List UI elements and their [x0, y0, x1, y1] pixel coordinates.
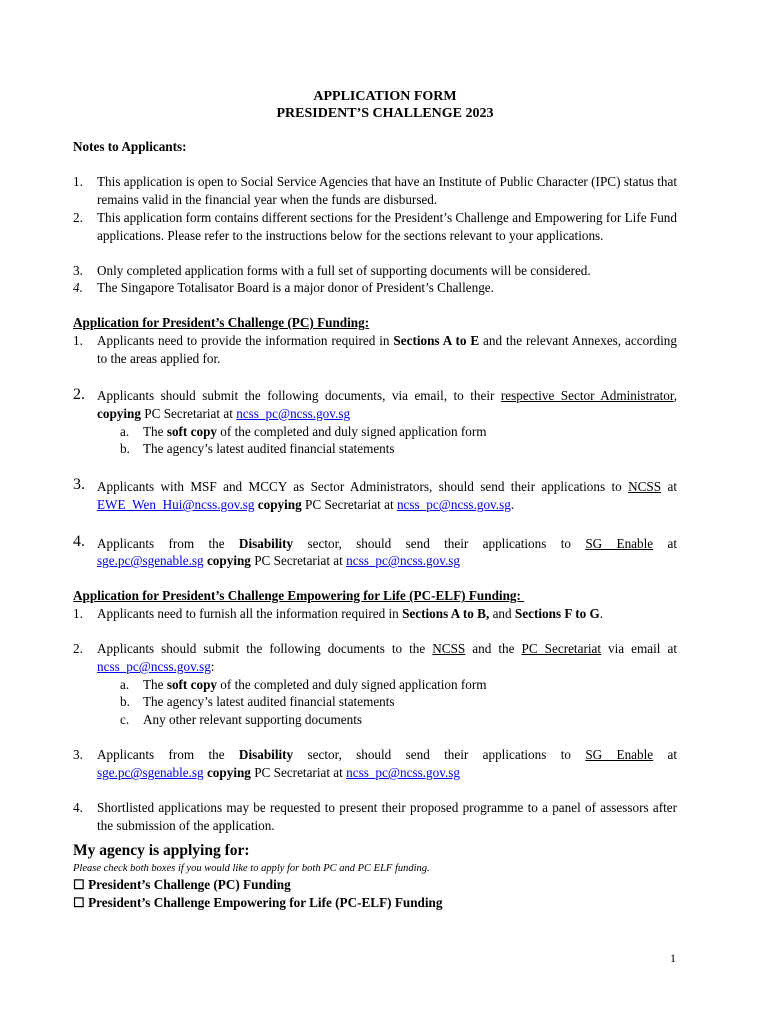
pc-secretariat-email-link[interactable]: ncss_pc@ncss.gov.sg [236, 405, 351, 421]
pc-item-2-number: 2. [73, 386, 85, 403]
pc-item-1-text: Applicants need to provide the information required in Sections A to E and the relevant Annexes, according to the areas applied for. [97, 333, 677, 366]
notes-item-2-number: 2. [73, 210, 83, 225]
notes-item-4-number: 4. [73, 280, 83, 295]
pc-item-3-number: 3. [73, 476, 85, 493]
elf-item-3-number: 3. [73, 747, 83, 762]
notes-item-3-text: Only completed application forms with a full set of supporting documents will be considered. [97, 263, 591, 278]
ewe-wen-hui-email-link[interactable]: EWE_Wen_Hui@ncss.gov.sg [97, 497, 255, 512]
elf-pc-secretariat-email-link-2[interactable]: ncss_pc@ncss.gov.sg [346, 765, 460, 780]
title-line-1: APPLICATION FORM [313, 89, 457, 104]
elf-item-2-line-1: Applicants should submit the following documents to the NCSS and the PC Secretariat via email at [97, 641, 678, 656]
pc-secretariat-email-link-2[interactable]: ncss_pc@ncss.gov.sg [396, 497, 511, 512]
elf-sgenable-email-link[interactable]: sge.pc@sgenable.sg [97, 765, 204, 780]
pc-section-heading: Application for President’s Challenge (PC) Funding: [73, 315, 370, 330]
elf-section-heading: Application for President’s Challenge Empowering for Life (PC-ELF) Funding: [73, 588, 525, 603]
elf-item-2-sub-a-letter: a. [120, 677, 130, 692]
pc-item-4-number: 4. [73, 533, 85, 550]
notes-item-1-number: 1. [73, 174, 83, 189]
pc-funding-checkbox[interactable]: ☐ [73, 877, 85, 892]
pc-item-3-line-1: Applicants with MSF and MCCY as Sector Administrators, should send their applications to NCSS at [97, 479, 677, 494]
notes-item-1-text: This application is open to Social Service Agencies that have an Institute of Public Character (IPC) status that remains valid in the financial year when the funds are disbursed. [97, 174, 677, 207]
option-pc-elf-funding[interactable] [73, 894, 442, 912]
notes-heading: Notes to Applicants: [73, 139, 187, 154]
elf-pc-secretariat-email-link[interactable]: ncss_pc@ncss.gov.sg [97, 659, 211, 674]
elf-item-2-number: 2. [73, 641, 83, 656]
pc-item-4-line-2: sge.pc@sgenable.sg copying PC Secretariat at ncss_pc@ncss.gov.sg [97, 553, 460, 568]
elf-item-1-number: 1. [73, 606, 83, 621]
pc-item-2-sub-b-text: The agency’s latest audited financial statements [143, 441, 395, 456]
elf-item-2-sub-b-letter: b. [120, 694, 130, 709]
pc-elf-funding-checkbox[interactable]: ☐ [73, 895, 85, 910]
elf-item-2-line-2: ncss_pc@ncss.gov.sg: [97, 659, 215, 674]
sg-enable-link-2[interactable]: SG Enable [585, 747, 654, 762]
pc-elf-funding-label: President’s Challenge Empowering for Life (PC-ELF) Funding [88, 895, 443, 910]
agency-note: Please check both boxes if you would like to apply for both PC and PC ELF funding. [73, 863, 430, 874]
pc-funding-label: President’s Challenge (PC) Funding [88, 877, 291, 892]
elf-item-3-line-2: sge.pc@sgenable.sg copying PC Secretariat at ncss_pc@ncss.gov.sg [97, 765, 460, 780]
pc-secretariat-link[interactable]: PC Secretariat [521, 641, 602, 656]
agency-applying-heading: My agency is applying for: [73, 842, 250, 859]
pc-item-3-line-2: EWE_Wen_Hui@ncss.gov.sg copying PC Secretariat at ncss_pc@ncss.gov.sg. [97, 497, 515, 512]
pc-item-4-line-1: Applicants from the Disability sector, should send their applications to SG Enable at [97, 536, 678, 551]
page-number: 1 [670, 951, 676, 965]
elf-item-2-sub-c-letter: c. [120, 712, 130, 727]
ncss-link[interactable]: NCSS [628, 479, 662, 494]
elf-item-2-sub-a-text: The soft copy of the completed and duly signed application form [143, 677, 487, 692]
elf-item-4-number: 4. [73, 800, 83, 815]
sgenable-email-link[interactable]: sge.pc@sgenable.sg [97, 553, 204, 568]
pc-item-1-number: 1. [73, 333, 83, 348]
pc-secretariat-email-link-3[interactable]: ncss_pc@ncss.gov.sg [346, 553, 460, 568]
sector-administrator-link[interactable]: respective Sector Administrator [500, 388, 674, 403]
elf-item-2-sub-b-text: The agency’s latest audited financial statements [143, 694, 395, 709]
notes-item-4-text: The Singapore Totalisator Board is a major donor of President’s Challenge. [97, 280, 494, 295]
pc-item-2-sub-b-letter: b. [120, 441, 130, 456]
elf-item-1-text: Applicants need to furnish all the information required in Sections A to B, and Sections F to G. [97, 606, 604, 621]
ncss-link-2[interactable]: NCSS [432, 641, 466, 656]
elf-item-4-text: Shortlisted applications may be requested to present their proposed programme to a panel of assessors after the submission of the application. [97, 800, 677, 833]
pc-item-2-sub-a-text: The soft copy of the completed and duly signed application form [143, 424, 487, 439]
notes-item-2-text: This application form contains different sections for the President’s Challenge and Empowering for Life Fund applications. Please refer to the instructions below for the sections relevant to your applications. [97, 210, 677, 243]
pc-item-2-text: Applicants should submit the following documents, via email, to their respective Sector Administrator, copying PC Secretariat at ncss_pc@ncss.gov.sg [97, 388, 677, 421]
option-pc-funding[interactable] [73, 876, 291, 894]
elf-item-3-line-1: Applicants from the Disability sector, should send their applications to SG Enable at [97, 747, 678, 762]
notes-item-3-number: 3. [73, 263, 83, 278]
title-line-2: PRESIDENT’S CHALLENGE 2023 [276, 106, 494, 121]
elf-item-2-sub-c-text: Any other relevant supporting documents [143, 712, 363, 727]
sg-enable-link[interactable]: SG Enable [585, 536, 654, 551]
pc-item-2-sub-a-letter: a. [120, 424, 130, 439]
